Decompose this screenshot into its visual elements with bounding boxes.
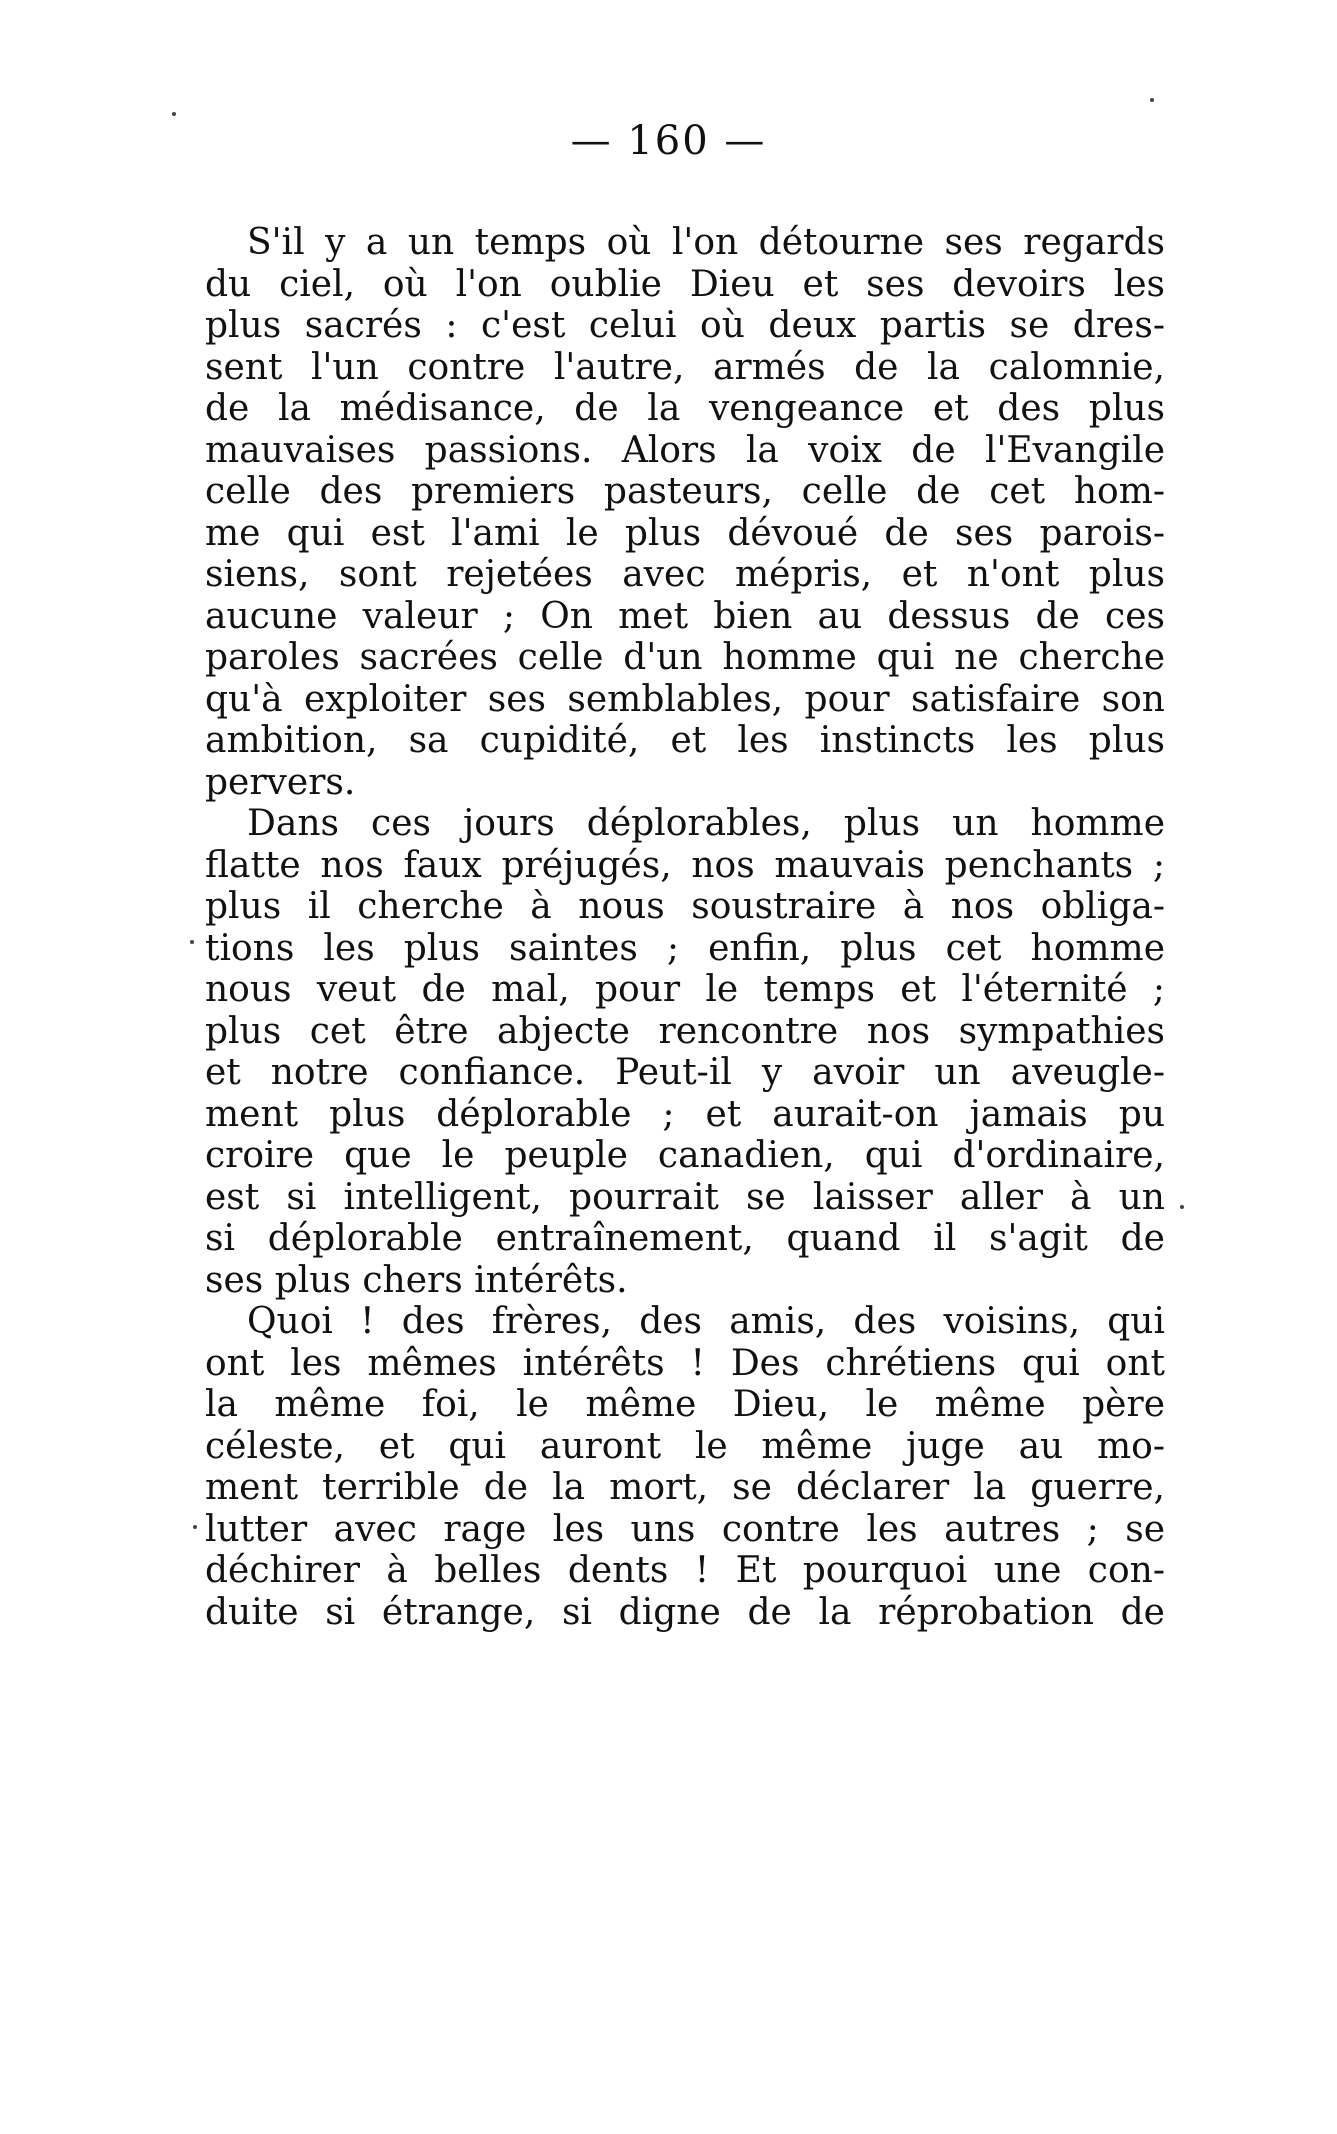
text-line: Dans ces jours déplorables, plus un homme: [247, 803, 1165, 844]
text-line: ses plus chers intérêts.: [205, 1259, 628, 1301]
text-line: qu'à exploiter ses semblables, pour satisfaire son: [205, 678, 1165, 720]
text-line: plus il cherche à nous soustraire à nos obliga-: [205, 886, 1165, 927]
text-line: me qui est l'ami le plus dévoué de ses parois-: [205, 512, 1165, 554]
text-line: nous veut de mal, pour le temps et l'éternité ;: [205, 969, 1165, 1010]
text-line: duite si étrange, si digne de la réprobation de: [205, 1591, 1165, 1633]
text-line: si déplorable entraînement, quand il s'agit de: [205, 1218, 1165, 1259]
text-line: sent l'un contre l'autre, armés de la calomnie,: [205, 346, 1165, 388]
text-line: celle des premiers pasteurs, celle de cet hom-: [205, 471, 1165, 512]
page-text: [205, 222, 1165, 1633]
text-line: Quoi ! des frères, des amis, des voisins, qui: [247, 1301, 1165, 1342]
scan-speck: [1150, 98, 1154, 102]
scan-speck: [190, 940, 194, 944]
text-line: flatte nos faux préjugés, nos mauvais penchants ;: [205, 844, 1165, 886]
text-line: mauvaises passions. Alors la voix de l'Evangile: [205, 429, 1165, 471]
text-line: plus sacrés : c'est celui où deux partis se dres-: [205, 305, 1165, 346]
scan-speck: [1180, 1205, 1184, 1209]
text-line: croire que le peuple canadien, qui d'ordinaire,: [205, 1135, 1165, 1176]
text-line: du ciel, où l'on oublie Dieu et ses devoirs les: [205, 263, 1165, 305]
text-line: ambition, sa cupidité, et les instincts les plus: [205, 720, 1165, 761]
text-line: siens, sont rejetées avec mépris, et n'ont plus: [205, 554, 1165, 595]
text-line: ment terrible de la mort, se déclarer la guerre,: [205, 1467, 1165, 1508]
text-line: ont les mêmes intérêts ! Des chrétiens qui ont: [205, 1342, 1165, 1384]
text-line: tions les plus saintes ; enfin, plus cet homme: [205, 927, 1165, 969]
text-line: plus cet être abjecte rencontre nos sympathies: [205, 1010, 1165, 1052]
text-line: de la médisance, de la vengeance et des plus: [205, 388, 1165, 429]
text-line: pervers.: [205, 761, 356, 803]
page-number: — 160 —: [570, 118, 767, 164]
text-line: déchirer à belles dents ! Et pourquoi une con-: [205, 1550, 1165, 1591]
text-line: aucune valeur ; On met bien au dessus de ces: [205, 595, 1165, 637]
text-line: paroles sacrées celle d'un homme qui ne cherche: [205, 637, 1165, 678]
text-line: céleste, et qui auront le même juge au mo-: [205, 1425, 1165, 1467]
text-line: ment plus déplorable ; et aurait-on jamais pu: [205, 1093, 1165, 1135]
text-line: est si intelligent, pourrait se laisser aller à un: [205, 1176, 1165, 1218]
text-line: lutter avec rage les uns contre les autres ; se: [205, 1508, 1165, 1550]
scan-speck: [172, 112, 176, 116]
text-line: la même foi, le même Dieu, le même père: [205, 1384, 1165, 1425]
text-line: et notre confiance. Peut-il y avoir un aveugle-: [205, 1052, 1165, 1093]
text-line: S'il y a un temps où l'on détourne ses regards: [247, 222, 1165, 263]
scan-speck: [193, 1525, 197, 1529]
